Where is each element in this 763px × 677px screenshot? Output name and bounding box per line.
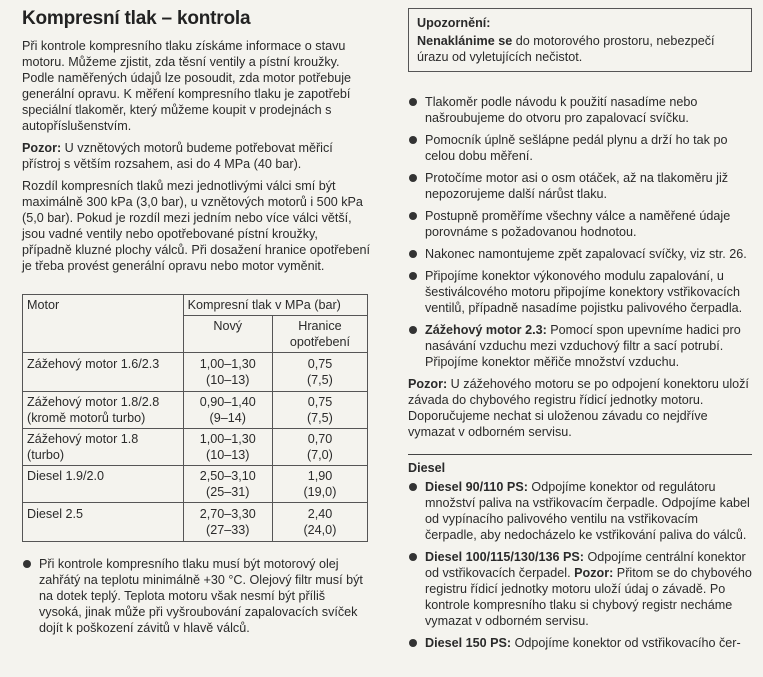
bullet-icon [409,326,417,334]
table-row [23,503,368,542]
cell-limit: 0,75 (7,5) [272,353,367,392]
bullet-icon [23,560,31,568]
cell-new: 0,90–1,40 (9–14) [183,392,272,429]
list-item: Diesel 90/110 PS: Odpojíme konektor od regulátoru množství paliva na vstřikovacím čerpadle. Odpojíme kabel od vypínacího palivového ventilu na vstřikovacím čerpadle, aby nedocházelo ke vstřikování paliva do válců. [408,479,752,543]
table-header-limit-line1: Hranice [298,319,342,333]
list-item: Nakonec namontujeme zpět zapalovací svíčky, viz str. 26. [408,246,752,262]
cell-motor: Zážehový motor 1.8/2.8 (kromě motorů turbo) [23,392,184,429]
bullet-icon [409,272,417,280]
cell-limit: 2,40 (24,0) [272,503,367,542]
table-header-pressure: Kompresní tlak v MPa (bar) [183,295,367,316]
table-row [23,353,368,392]
pozor-paragraph [408,376,752,440]
intro-paragraph: Při kontrole kompresního tlaku získáme informace o stavu motoru. Můžeme zjistit, zda těsní ventily a pístní kroužky. Podle naměřených údajů lze posoudit, zda motor potřebuje generální opravu. K měření kompresního tlaku je zapotřebí speciální tlakoměr, který můžeme koupit v prodejnách s autopříslušenstvím. [22,39,352,133]
pozor-label: Pozor: [408,377,448,391]
bullet-icon [409,483,417,491]
cell-new: 1,00–1,30 (10–13) [183,353,272,392]
warning-paragraph [22,140,370,172]
procedure-list [408,94,752,370]
diesel-heading: Diesel [408,461,446,475]
diesel-list [408,479,752,651]
right-column [408,8,752,657]
bullet-text: Při kontrole kompresního tlaku musí být motorový olej zahřátý na teplotu minimálně +30 °C. Olejový filtr musí být na dotek teplý. Teplota motoru však nesmí být příliš vysoká, jinak může při vyšroubování zapalovacích svíček dojít k poškození závitů v hlavě válců. [39,557,363,635]
table-header-motor: Motor [23,295,184,353]
cell-limit: 1,90 (19,0) [272,466,367,503]
bullet-icon [409,553,417,561]
notice-bold: Nenaklánime se [417,34,513,48]
table-header-limit [272,316,367,353]
warning-label: Pozor: [22,141,62,155]
bullet-icon [409,174,417,182]
left-column [22,8,370,642]
page-title: Kompresní tlak – kontrola [22,8,251,29]
notice-body: do motorového prostoru, nebezpečí úrazu od vyletujících nečistot. [417,34,715,64]
bullet-icon [409,136,417,144]
table-row [23,392,368,429]
pozor-text: U zážehového motoru se po odpojení konektoru uloží závada do chybového registru řídicí jednotky motoru. Doporučujeme nechat si uloženou závadu co nejdříve vymazat v odborném servisu. [408,377,749,439]
table-header-limit-line2: opotřebení [289,335,351,349]
list-item [22,556,370,636]
list-item: Diesel 100/115/130/136 PS: Odpojíme centrální konektor od vstřikovacích čerpadel. Pozor: Přitom se do chybového registru řídicí jednotky motoru uloží údaj o závadě. Po kontrole kompresního tlaku si chybový registr necháme vymazat v odborném servisu. [408,549,752,629]
list-item: Zážehový motor 2.3: Pomocí spon upevníme hadici pro nasávání vzduchu mezi vzduchový filtr a sací potrubí. Připojíme konektor měřiče množství vzduchu. [408,322,752,370]
notice-title: Upozornění: [417,16,491,30]
notice-box [408,8,752,72]
cell-motor: Diesel 2.5 [23,503,184,542]
bullet-icon [409,98,417,106]
table-row [23,466,368,503]
list-item: Tlakoměr podle návodu k použití nasadíme nebo našroubujeme do otvoru pro zapalovací svíčku. [408,94,752,126]
cell-limit: 0,70 (7,0) [272,429,367,466]
bullet-icon [409,212,417,220]
cell-new: 2,50–3,10 (25–31) [183,466,272,503]
notice-text [417,33,743,65]
table-row [23,429,368,466]
left-bullet-list [22,556,370,636]
cell-motor: Zážehový motor 1.8 (turbo) [23,429,184,466]
warning-text: U vznětových motorů budeme potřebovat měřicí přístroj s větším rozsahem, asi do 4 MPa (40 bar). [22,141,333,171]
section-divider [408,454,752,455]
list-item: Protočíme motor asi o osm otáček, až na tlakoměru již nepozorujeme další nárůst tlaku. [408,170,752,202]
cell-limit: 0,75 (7,5) [272,392,367,429]
list-item: Připojíme konektor výkonového modulu zapalování, u šestiválcového motoru připojíme konektory vstřikovacích ventilů, případně nasadíme pojistku palivového čerpadla. [408,268,752,316]
cell-new: 1,00–1,30 (10–13) [183,429,272,466]
cell-motor: Diesel 1.9/2.0 [23,466,184,503]
difference-paragraph: Rozdíl kompresních tlaků mezi jednotlivými válci smí být maximálně 300 kPa (3,0 bar), u vznětových motorů i 500 kPa (5,0 bar). Pokud je rozdíl mezi jedním nebo více válci větší, jsou vadné ventily nebo opotřebované pístní kroužky, případně kluzné plochy válců. Při dosažení hranice opotřebení je třeba provést generální opravu nebo motor vyměnit. [22,179,370,273]
bullet-icon [409,639,417,647]
bullet-icon [409,250,417,258]
list-item: Diesel 150 PS: Odpojíme konektor od vstřikovacího čer- [408,635,752,651]
cell-motor: Zážehový motor 1.6/2.3 [23,353,184,392]
list-item: Postupně proměříme všechny válce a naměřené údaje porovnáme s požadovanou hodnotou. [408,208,752,240]
table-header-new: Nový [183,316,272,353]
compression-table [22,294,368,542]
list-item: Pomocník úplně sešlápne pedál plynu a drží ho tak po celou dobu měření. [408,132,752,164]
cell-new: 2,70–3,30 (27–33) [183,503,272,542]
